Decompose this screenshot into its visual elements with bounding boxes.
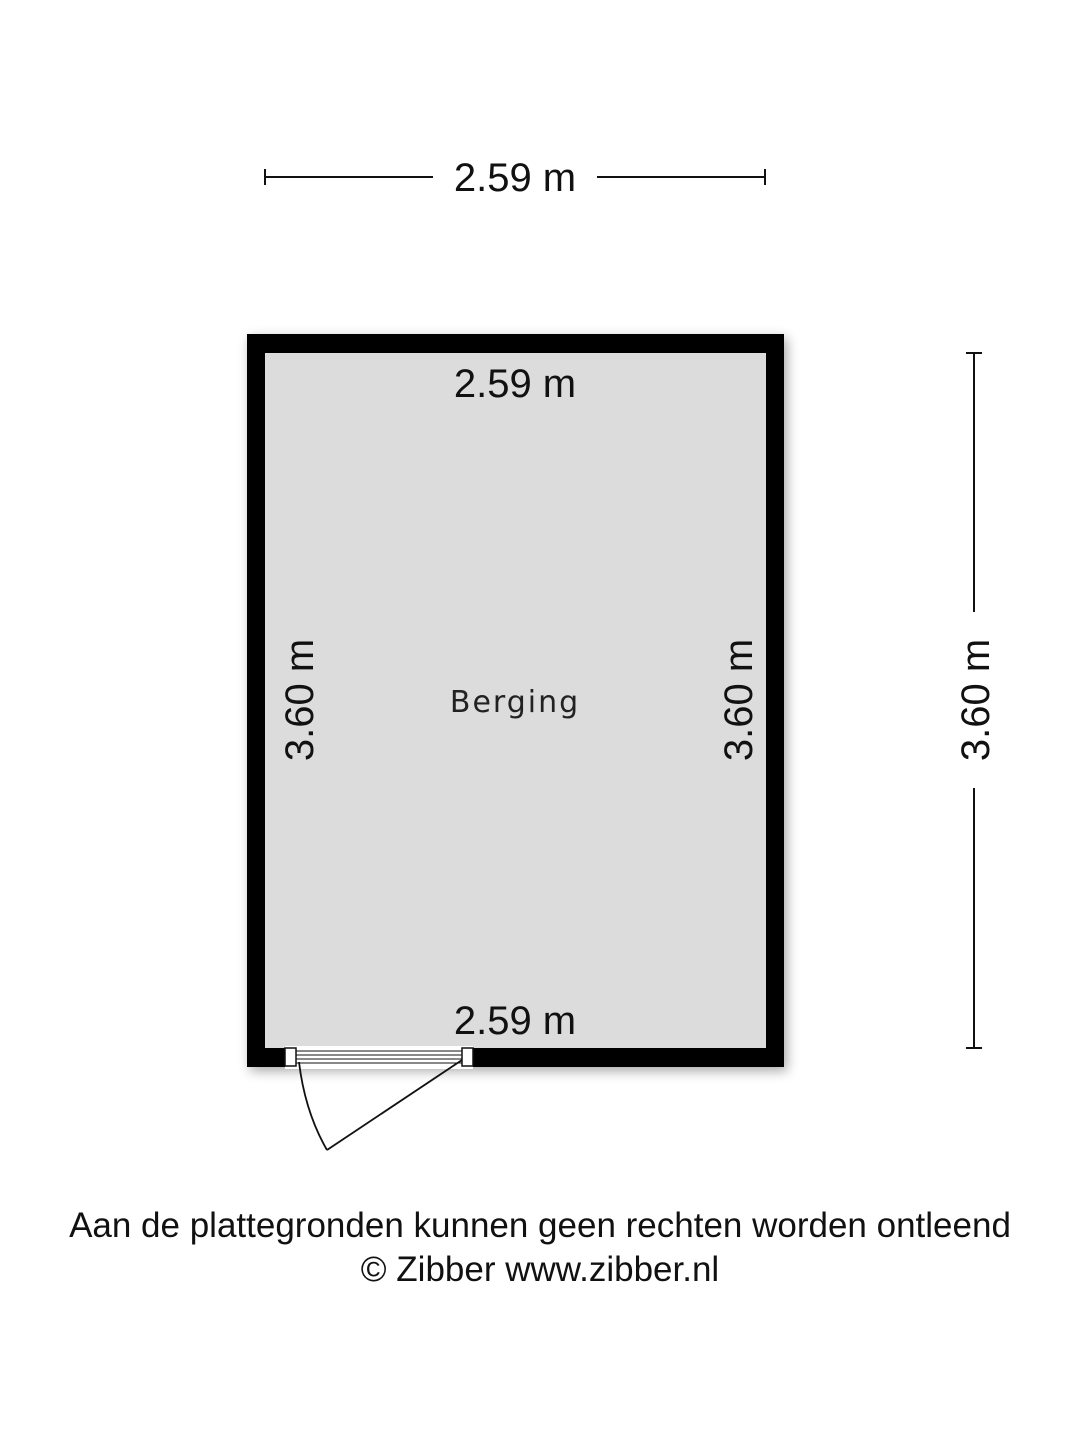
- dimension-top-outer-label: 2.59 m: [453, 156, 577, 200]
- dimension-top-outer: [265, 156, 765, 200]
- door: [285, 1046, 473, 1150]
- copyright-text: © Zibber www.zibber.nl: [360, 1250, 720, 1289]
- dimension-bottom-inner-label: 2.59 m: [453, 999, 577, 1043]
- disclaimer-text: Aan de plattegronden kunnen geen rechten worden ontleend: [69, 1206, 1011, 1245]
- dimension-right-outer-label: 3.60 m: [954, 638, 998, 762]
- dimension-right-outer: [954, 353, 998, 1048]
- dimension-left-inner-label: 3.60 m: [278, 638, 322, 762]
- door-leaf: [327, 1060, 462, 1150]
- door-swing-arc: [299, 1062, 327, 1150]
- room-name: Berging: [449, 685, 581, 720]
- dimension-top-inner-label: 2.59 m: [453, 362, 577, 406]
- dimension-right-inner-label: 3.60 m: [717, 638, 761, 762]
